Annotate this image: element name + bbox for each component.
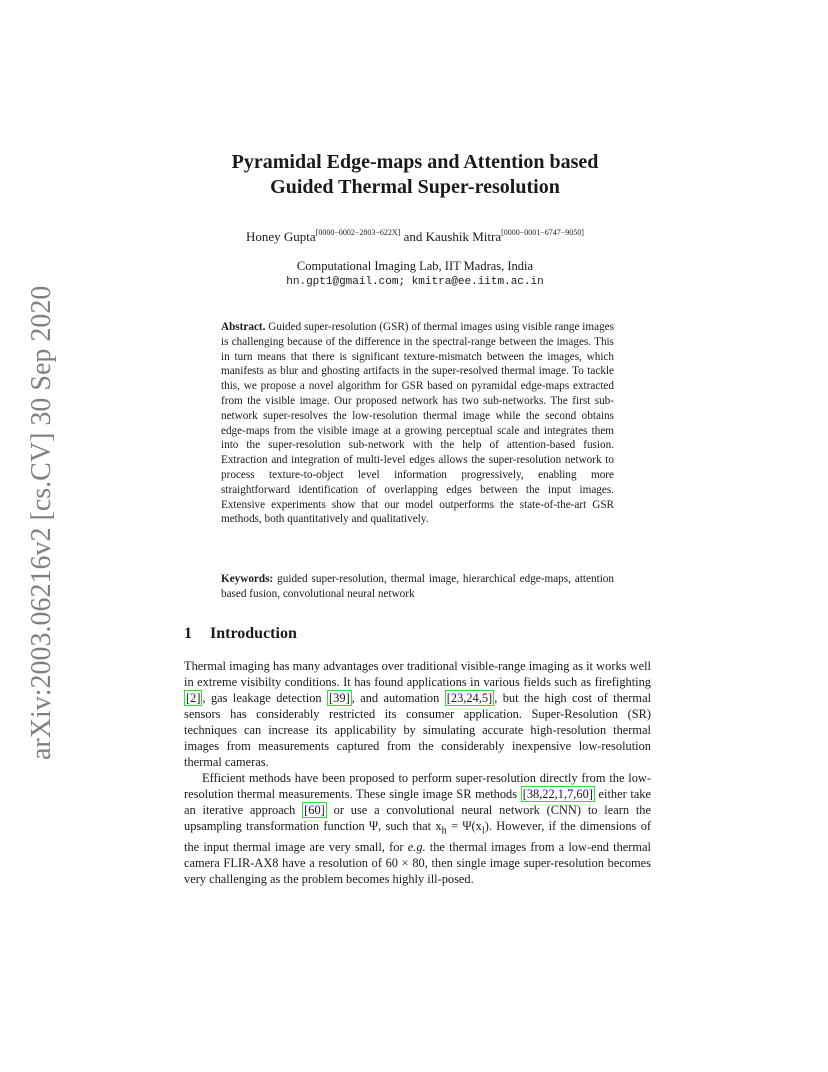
citation-link[interactable]: [39] [329,691,350,705]
title-line-1: Pyramidal Edge-maps and Attention based [231,151,599,173]
section-number: 1 [184,625,192,642]
keywords-label: Keywords: [221,573,274,585]
text-run: , but the high cost of thermal sensors has considerably restricted its consumer application. Super-Resolution (SR) techniques can increase its applicability by simulating accurate high-resolution thermal images from measurements captured from the considerably inexpensive low-resolution thermal cameras. [184,691,652,769]
citation-link[interactable]: [38,22,1,7,60] [522,787,593,801]
text-run: Efficient methods have been proposed to perform super-resolution directly from the low-resolution thermal measurements. These single image SR methods [184,771,651,801]
keywords-text: guided super-resolution, thermal image, hierarchical edge-maps, attention based fusion, convolutional neural network [221,573,614,600]
subscript: l [481,825,485,837]
paragraph-2 [184,770,651,887]
subscript: h [441,825,447,837]
authors [150,228,680,245]
title-line-2: Guided Thermal Super-resolution [270,176,560,198]
author-1-orcid[interactable]: [0000−0002−2803−622X] [315,228,401,237]
paragraph-1 [184,658,651,770]
emails[interactable]: hn.gpt1@gmail.com; kmitra@ee.iitm.ac.in [286,276,544,288]
paper-title [150,150,680,200]
abstract [221,320,614,527]
author-2: Kaushik Mitra [425,229,502,244]
abstract-label: Abstract. [221,321,266,333]
citation-link[interactable]: [2] [186,691,201,705]
text-run: the thermal images from a low-end thermal camera FLIR-AX8 have a resolution of 60 × 80, then single image super-resolution becomes very challenging as the problem becomes highly ill-posed. [184,840,651,887]
author-2-orcid[interactable]: [0000−0001−6747−9050] [501,228,584,237]
section-title: Introduction [210,625,297,642]
citation-link[interactable]: [60] [304,803,325,817]
arxiv-identifier: arXiv:2003.06216v2 [cs.CV] 30 Sep 2020 [26,285,57,760]
author-separator: and [400,229,426,244]
author-1: Honey Gupta [246,229,316,244]
section-heading [184,625,297,643]
text-run: or use a convolutional neural network (CNN) to learn the upsampling transformation function Ψ, such that x [184,803,651,833]
introduction-body [184,658,651,887]
text-run: = Ψ(x [446,819,482,833]
text-run-italic: e.g. [407,840,426,855]
affiliation: Computational Imaging Lab, IIT Madras, India [296,259,534,273]
text-run: ). However, if the dimensions of the input thermal image are very small, for [184,819,652,855]
affiliation-block [150,258,680,290]
citation-link[interactable]: [23,24,5] [446,691,493,705]
text-run: , gas leakage detection [202,691,328,705]
keywords [221,572,614,602]
text-run: Thermal imaging has many advantages over traditional visible-range imaging as it works well in extreme visibilty conditions. It has found applications in various fields such as firefighting [184,659,651,689]
text-run: either take an iterative approach [184,787,651,817]
abstract-text: Guided super-resolution (GSR) of thermal images using visible range images is challenging because of the difference in the spectral-range between the images. This in turn means that there is significant texture-mismatch between the images, which manifests as blur and ghosting artifacts in the super-resolved thermal image. To tackle this, we propose a novel algorithm for GSR based on pyramidal edge-maps extracted from the visible image. Our proposed network has two sub-networks. The first sub-network super-resolves the low-resolution thermal image while the second obtains edge-maps from the visible image at a growing perceptual scale and integrates them into the super-resolution sub-network with the help of attention-based fusion. Extraction and integration of multi-level edges allows the super-resolution network to process texture-to-object level information progressively, enabling more straightforward identification of overlapping edges between the input images. Extensive experiments show that our model outperforms the state-of-the-art GSR methods, both quantitatively and qualitatively. [221,321,614,526]
text-run: , and automation [351,691,445,705]
